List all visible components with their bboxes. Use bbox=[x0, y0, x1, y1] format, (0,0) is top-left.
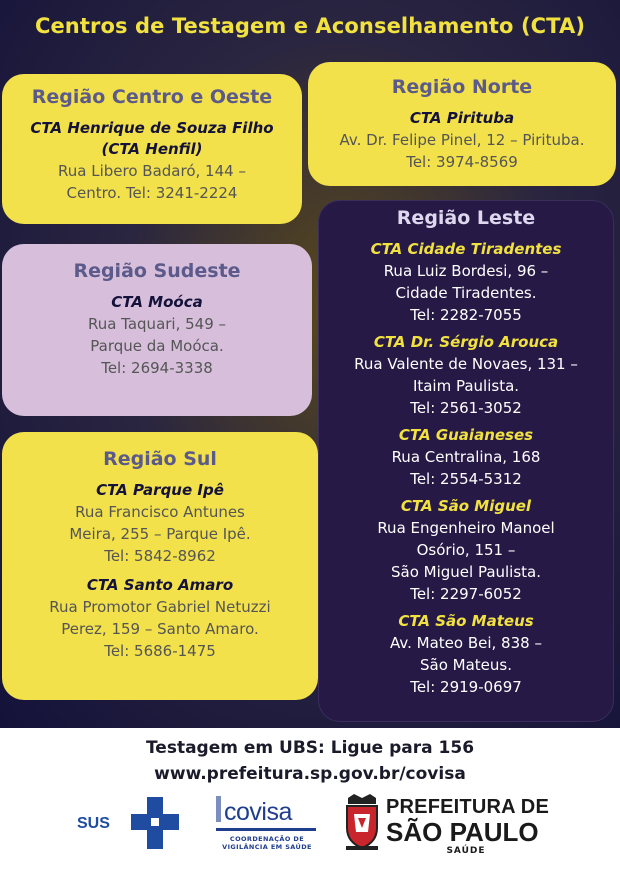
center-name: CTA São Mateus bbox=[398, 612, 534, 630]
region-leste-card bbox=[318, 200, 614, 722]
covisa-subtitle-line: COORDENAÇÃO DE bbox=[229, 835, 305, 843]
region-title: Região Centro e Oeste bbox=[31, 86, 273, 108]
center-phone: Tel: 5842-8962 bbox=[104, 547, 216, 565]
prefeitura-line-2: SÃO PAULO bbox=[386, 817, 539, 847]
center-address: São Miguel Paulista. bbox=[390, 563, 542, 581]
center-address: Perez, 159 – Santo Amaro. bbox=[61, 620, 259, 638]
center-name: CTA Parque Ipê bbox=[96, 481, 224, 499]
covisa-mark-icon bbox=[216, 796, 221, 822]
prefeitura-line-1: PREFEITURA DE bbox=[386, 796, 549, 818]
prefeitura-logo bbox=[386, 796, 586, 856]
center-address: Av. Dr. Felipe Pinel, 12 – Pirituba. bbox=[339, 131, 585, 149]
region-norte-card bbox=[308, 62, 616, 186]
center-phone: Tel: 2919-0697 bbox=[410, 678, 522, 696]
ubs-info: Testagem em UBS: Ligue para 156 bbox=[145, 738, 475, 758]
center-address: Centro. Tel: 3241-2224 bbox=[66, 184, 238, 202]
center-name: CTA Santo Amaro bbox=[86, 576, 234, 594]
center-address: Rua Centralina, 168 bbox=[391, 448, 541, 466]
region-title: Região Sul bbox=[103, 448, 217, 470]
center-name: CTA São Miguel bbox=[400, 497, 532, 515]
center-phone: Tel: 5686-1475 bbox=[104, 642, 216, 660]
center-name: CTA Guaianeses bbox=[398, 426, 534, 444]
center-address: Rua Engenheiro Manoel bbox=[377, 519, 555, 537]
center-address: Rua Libero Badaró, 144 – bbox=[58, 162, 246, 180]
region-title: Região Sudeste bbox=[73, 260, 241, 282]
covisa-subtitle-line: VIGILÂNCIA EM SAÚDE bbox=[222, 843, 312, 851]
center-address: Rua Valente de Novaes, 131 – bbox=[354, 355, 578, 373]
center-name: CTA Pirituba bbox=[409, 109, 515, 127]
region-centro-oeste-card bbox=[2, 74, 302, 224]
region-sul-card bbox=[2, 432, 318, 700]
region-title: Região Leste bbox=[396, 207, 536, 229]
website-link[interactable]: www.prefeitura.sp.gov.br/covisa bbox=[154, 764, 466, 784]
center-address: Av. Mateo Bei, 838 – bbox=[390, 634, 542, 652]
center-name: CTA Moóca bbox=[111, 293, 203, 311]
center-address: Rua Taquari, 549 – bbox=[87, 315, 227, 333]
center-phone: Tel: 2282-7055 bbox=[410, 306, 522, 324]
center-address: São Mateus. bbox=[420, 656, 512, 674]
covisa-logo bbox=[216, 796, 318, 856]
center-name: CTA Dr. Sérgio Arouca bbox=[373, 333, 559, 351]
center-phone: Tel: 2554-5312 bbox=[410, 470, 522, 488]
prefeitura-line-3: SAÚDE bbox=[446, 846, 486, 856]
footer bbox=[0, 728, 620, 877]
region-title: Região Norte bbox=[391, 76, 533, 98]
center-phone: Tel: 2694-3338 bbox=[101, 359, 213, 377]
center-address: Cidade Tiradentes. bbox=[395, 284, 537, 302]
center-phone: Tel: 3974-8569 bbox=[406, 153, 518, 171]
center-address: Itaim Paulista. bbox=[412, 377, 520, 395]
center-phone: Tel: 2297-6052 bbox=[410, 585, 522, 603]
center-address: Rua Francisco Antunes bbox=[75, 503, 245, 521]
center-phone: Tel: 2561-3052 bbox=[410, 399, 522, 417]
sus-logo bbox=[77, 795, 187, 855]
covisa-subtitle bbox=[216, 835, 318, 851]
center-name: (CTA Henfil) bbox=[101, 140, 203, 158]
center-address: Rua Luiz Bordesi, 96 – bbox=[383, 262, 549, 280]
region-sudeste-card bbox=[2, 244, 312, 416]
page-title: Centros de Testagem e Aconselhamento (CTA) bbox=[34, 14, 586, 38]
center-address: Rua Promotor Gabriel Netuzzi bbox=[49, 598, 271, 616]
sao-paulo-crest-icon bbox=[342, 792, 382, 852]
sus-logo-text: SUS bbox=[77, 815, 110, 832]
center-address: Osório, 151 – bbox=[416, 541, 516, 559]
center-name: CTA Henrique de Souza Filho bbox=[30, 119, 274, 137]
covisa-logo-text: covisa bbox=[224, 798, 292, 826]
center-address: Meira, 255 – Parque Ipê. bbox=[69, 525, 251, 543]
center-address: Parque da Moóca. bbox=[90, 337, 224, 355]
center-name: CTA Cidade Tiradentes bbox=[370, 240, 562, 258]
